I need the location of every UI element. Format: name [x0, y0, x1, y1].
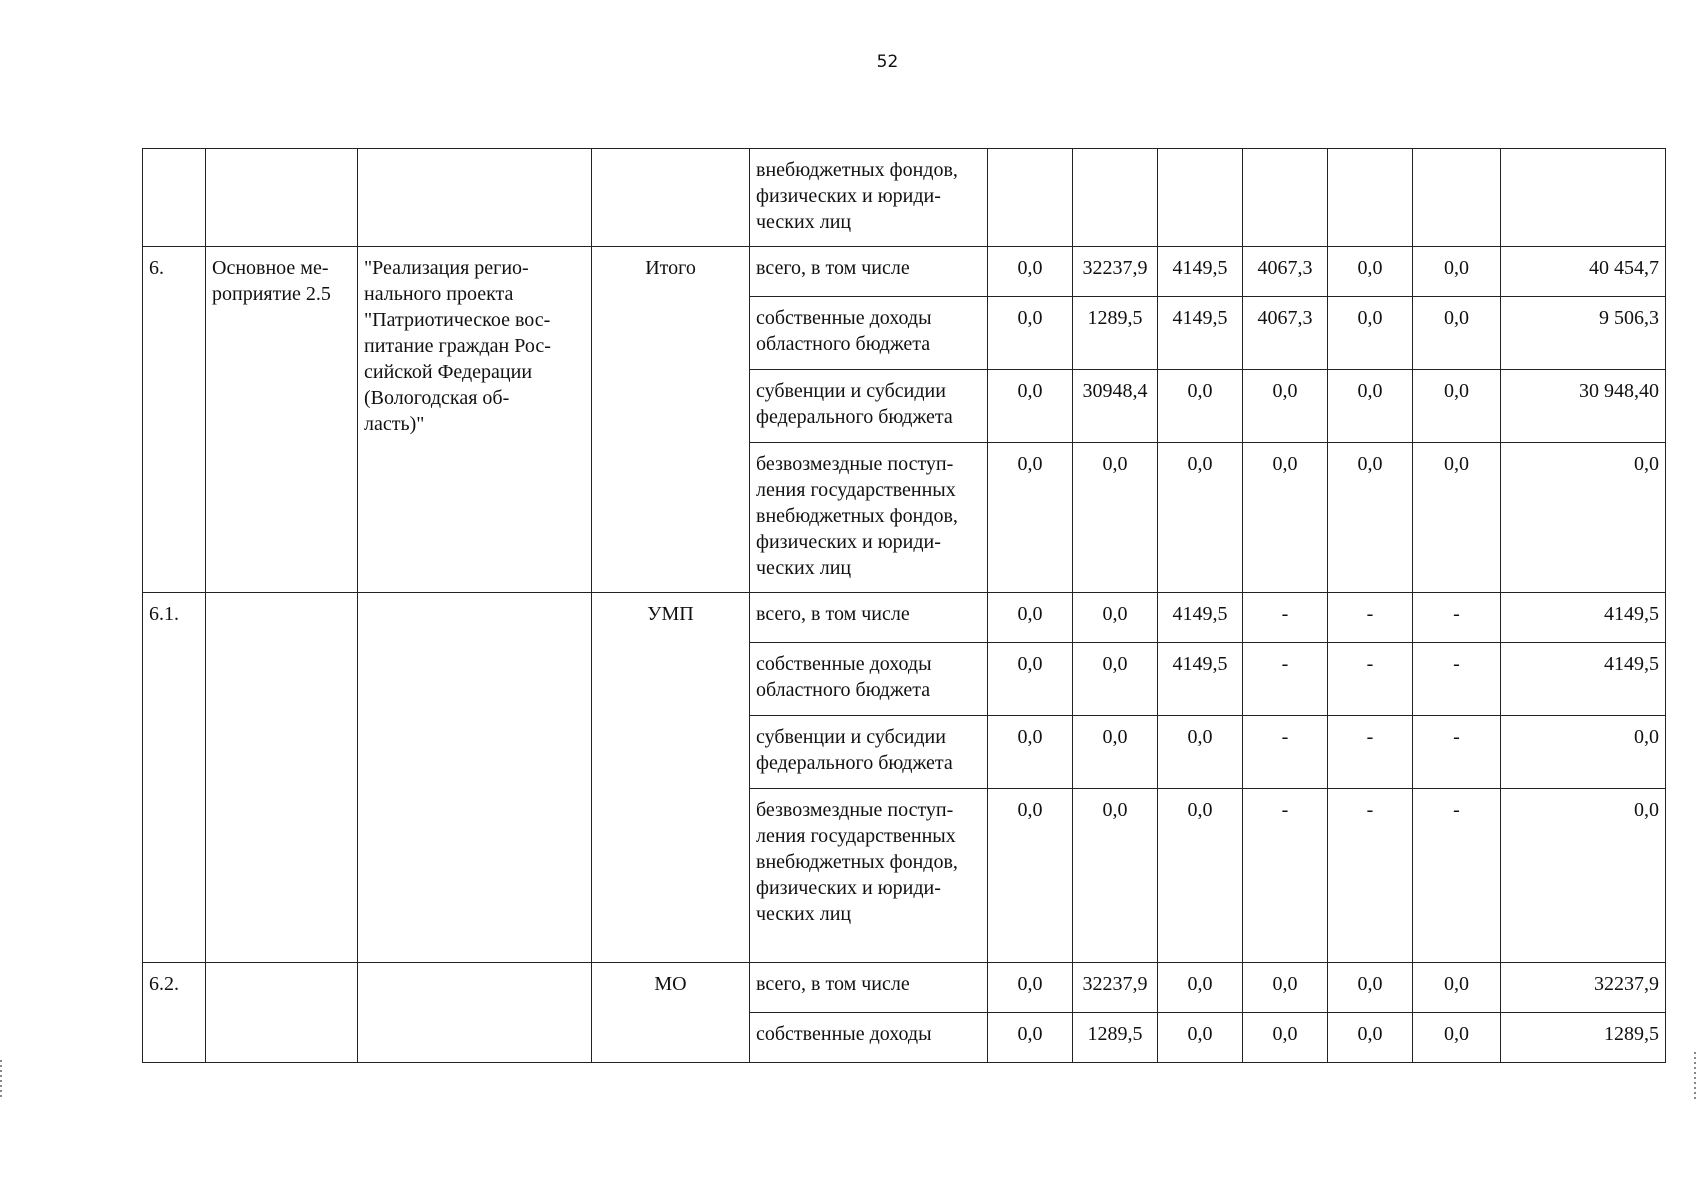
table-row: [143, 593, 1666, 643]
year-value-cell: -: [1413, 716, 1501, 789]
year-value-cell: -: [1243, 716, 1328, 789]
table-body: [143, 149, 1666, 1063]
year-value-cell: 0,0: [1413, 1013, 1501, 1063]
year-value-cell: 30948,4: [1073, 370, 1158, 443]
total-value-cell: 40 454,7: [1501, 247, 1666, 297]
year-value-cell: 0,0: [1158, 963, 1243, 1013]
status-cell: [206, 593, 358, 963]
value-cell: [1328, 149, 1413, 247]
funding-source-cell: всего, в том числе: [750, 963, 988, 1013]
funding-source-cell: всего, в том числе: [750, 247, 988, 297]
year-value-cell: 4149,5: [1158, 297, 1243, 370]
year-value-cell: 0,0: [988, 789, 1073, 963]
funding-source-cell: безвозмездные поступ- ления государственных внебюджетных фондов, физических и юриди- ческих лиц: [750, 789, 988, 963]
table-row: [143, 963, 1666, 1013]
total-value-cell: 4149,5: [1501, 593, 1666, 643]
scan-margin-mark-right: [1694, 1052, 1696, 1102]
value-cell: [1243, 149, 1328, 247]
year-value-cell: 0,0: [1073, 443, 1158, 593]
year-value-cell: 1289,5: [1073, 1013, 1158, 1063]
year-value-cell: -: [1243, 643, 1328, 716]
total-value-cell: 0,0: [1501, 716, 1666, 789]
year-value-cell: 0,0: [988, 247, 1073, 297]
name-cell: [358, 149, 592, 247]
row-number-cell: 6.1.: [143, 593, 206, 963]
program-name-cell: [358, 963, 592, 1063]
scan-margin-mark-left: [0, 1060, 2, 1100]
year-value-cell: 0,0: [988, 716, 1073, 789]
year-value-cell: 4067,3: [1243, 297, 1328, 370]
year-value-cell: 0,0: [1243, 370, 1328, 443]
year-value-cell: 0,0: [1413, 443, 1501, 593]
year-value-cell: 0,0: [1328, 963, 1413, 1013]
year-value-cell: 32237,9: [1073, 247, 1158, 297]
row-number-cell: 6.2.: [143, 963, 206, 1063]
year-value-cell: -: [1328, 716, 1413, 789]
year-value-cell: 0,0: [1413, 247, 1501, 297]
total-value-cell: 9 506,3: [1501, 297, 1666, 370]
page-number: 52: [876, 52, 899, 72]
year-value-cell: -: [1413, 789, 1501, 963]
total-value-cell: 1289,5: [1501, 1013, 1666, 1063]
year-value-cell: 0,0: [1158, 370, 1243, 443]
year-value-cell: 1289,5: [1073, 297, 1158, 370]
funding-source-cell: собственные доходы областного бюджета: [750, 297, 988, 370]
funding-source-cell: собственные доходы областного бюджета: [750, 643, 988, 716]
year-value-cell: 0,0: [988, 370, 1073, 443]
year-value-cell: 0,0: [1328, 247, 1413, 297]
funding-source-cell: всего, в том числе: [750, 593, 988, 643]
year-value-cell: 4149,5: [1158, 593, 1243, 643]
year-value-cell: -: [1328, 789, 1413, 963]
year-value-cell: 0,0: [1243, 443, 1328, 593]
value-cell: [1158, 149, 1243, 247]
source-cell: внебюджетных фондов, физических и юриди- ческих лиц: [750, 149, 988, 247]
executor-cell: Итого: [592, 247, 750, 593]
year-value-cell: 0,0: [1328, 297, 1413, 370]
table-row: [143, 247, 1666, 297]
year-value-cell: 4149,5: [1158, 247, 1243, 297]
year-value-cell: 0,0: [988, 593, 1073, 643]
total-cell: [1501, 149, 1666, 247]
executor-cell: [592, 149, 750, 247]
year-value-cell: 0,0: [1243, 963, 1328, 1013]
year-value-cell: 0,0: [988, 643, 1073, 716]
value-cell: [1413, 149, 1501, 247]
row-number-cell: 6.: [143, 247, 206, 593]
executor-cell: МО: [592, 963, 750, 1063]
year-value-cell: 0,0: [988, 297, 1073, 370]
year-value-cell: 0,0: [1073, 643, 1158, 716]
status-cell: [206, 963, 358, 1063]
value-cell: [988, 149, 1073, 247]
year-value-cell: -: [1243, 593, 1328, 643]
year-value-cell: 0,0: [1158, 1013, 1243, 1063]
funding-source-cell: безвозмездные поступ- ления государственных внебюджетных фондов, физических и юриди- ческих лиц: [750, 443, 988, 593]
year-value-cell: 0,0: [988, 1013, 1073, 1063]
year-value-cell: -: [1328, 593, 1413, 643]
year-value-cell: 0,0: [1158, 716, 1243, 789]
year-value-cell: 0,0: [1073, 593, 1158, 643]
year-value-cell: -: [1328, 643, 1413, 716]
year-value-cell: 0,0: [1243, 1013, 1328, 1063]
executor-cell: УМП: [592, 593, 750, 963]
year-value-cell: 0,0: [988, 963, 1073, 1013]
total-value-cell: 0,0: [1501, 443, 1666, 593]
budget-table: [142, 148, 1666, 1063]
continuation-row: [143, 149, 1666, 247]
total-value-cell: 30 948,40: [1501, 370, 1666, 443]
value-cell: [1073, 149, 1158, 247]
year-value-cell: 4149,5: [1158, 643, 1243, 716]
year-value-cell: 0,0: [1413, 370, 1501, 443]
status-cell: Основное ме- роприятие 2.5: [206, 247, 358, 593]
year-value-cell: 4067,3: [1243, 247, 1328, 297]
year-value-cell: -: [1413, 593, 1501, 643]
year-value-cell: 0,0: [1073, 789, 1158, 963]
year-value-cell: 0,0: [988, 443, 1073, 593]
year-value-cell: 0,0: [1413, 297, 1501, 370]
year-value-cell: 0,0: [1328, 370, 1413, 443]
program-name-cell: [358, 593, 592, 963]
year-value-cell: 0,0: [1073, 716, 1158, 789]
year-value-cell: 0,0: [1413, 963, 1501, 1013]
total-value-cell: 4149,5: [1501, 643, 1666, 716]
year-value-cell: 0,0: [1158, 443, 1243, 593]
total-value-cell: 32237,9: [1501, 963, 1666, 1013]
num-cell: [143, 149, 206, 247]
total-value-cell: 0,0: [1501, 789, 1666, 963]
funding-source-cell: субвенции и субсидии федерального бюджета: [750, 370, 988, 443]
year-value-cell: 32237,9: [1073, 963, 1158, 1013]
year-value-cell: 0,0: [1328, 1013, 1413, 1063]
year-value-cell: -: [1243, 789, 1328, 963]
year-value-cell: 0,0: [1328, 443, 1413, 593]
funding-source-cell: субвенции и субсидии федерального бюджета: [750, 716, 988, 789]
program-name-cell: "Реализация регио- нального проекта "Патриотическое вос- питание граждан Рос- сийской Федерации (Вологодская об- ласть)": [358, 247, 592, 593]
year-value-cell: 0,0: [1158, 789, 1243, 963]
status-cell: [206, 149, 358, 247]
year-value-cell: -: [1413, 643, 1501, 716]
funding-source-cell: собственные доходы: [750, 1013, 988, 1063]
